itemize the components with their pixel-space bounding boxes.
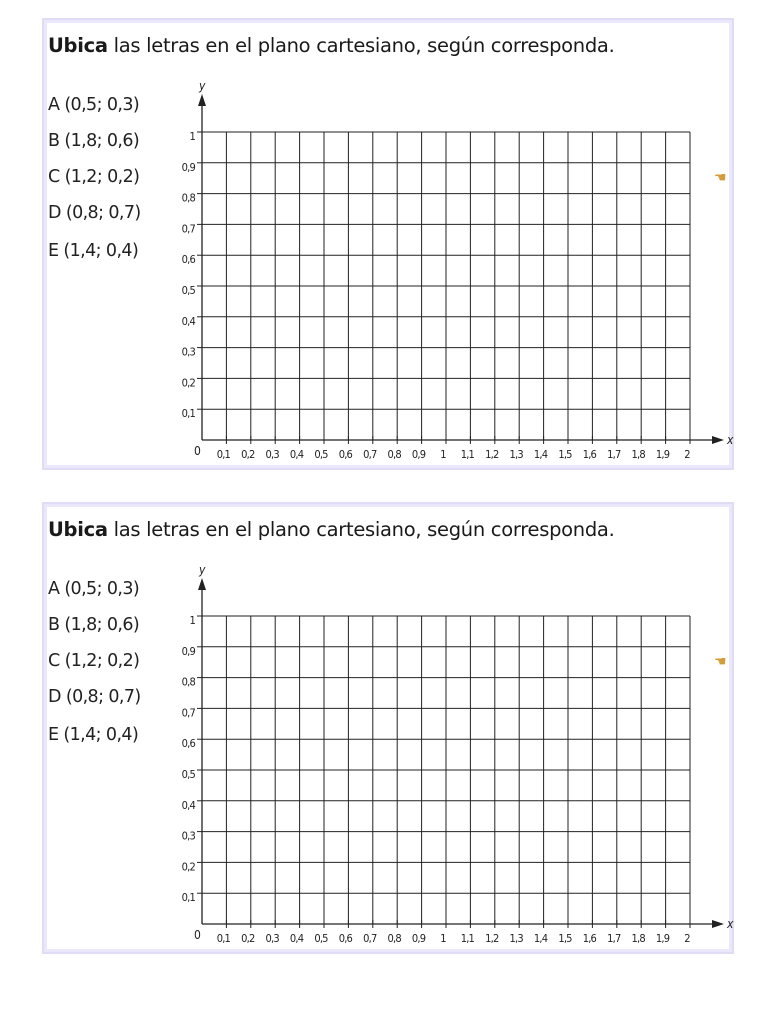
y-tick-label: 0,2 bbox=[181, 860, 195, 874]
point-item-d: D (0,8; 0,7) bbox=[48, 687, 141, 707]
x-tick-label: 2 bbox=[684, 932, 690, 945]
point-item-d: D (0,8; 0,7) bbox=[48, 203, 141, 223]
x-tick-label: 1,1 bbox=[460, 448, 475, 461]
x-axis-label: x bbox=[727, 433, 734, 447]
pointing-hand-icon: ☚ bbox=[714, 170, 727, 186]
cartesian-plane[interactable] bbox=[44, 504, 736, 956]
x-tick-label: 1,3 bbox=[509, 932, 523, 945]
x-tick-label: 0,6 bbox=[338, 448, 353, 461]
x-tick-label: 1,2 bbox=[485, 932, 499, 945]
x-tick-label: 0,2 bbox=[241, 448, 255, 461]
x-tick-label: 0,6 bbox=[338, 932, 353, 945]
x-tick-label: 0,5 bbox=[314, 932, 328, 945]
x-tick-label: 0,9 bbox=[411, 932, 426, 945]
origin-label: 0 bbox=[194, 928, 201, 942]
x-tick-label: 1,6 bbox=[582, 448, 597, 461]
y-tick-label: 0,1 bbox=[181, 407, 195, 421]
x-tick-label: 1,9 bbox=[655, 448, 670, 461]
y-tick-label: 0,7 bbox=[181, 222, 195, 236]
x-tick-label: 0,1 bbox=[216, 448, 231, 461]
y-tick-label: 0,9 bbox=[181, 644, 195, 658]
y-tick-label: 0,5 bbox=[181, 768, 195, 781]
point-item-b: B (1,8; 0,6) bbox=[48, 615, 140, 635]
y-tick-label: 0,2 bbox=[181, 376, 195, 390]
y-axis-label: y bbox=[199, 563, 206, 577]
point-item-a: A (0,5; 0,3) bbox=[48, 95, 140, 115]
x-tick-label: 0,4 bbox=[289, 932, 304, 945]
x-tick-label: 0,7 bbox=[363, 448, 377, 461]
x-tick-label: 1,5 bbox=[558, 932, 572, 945]
y-axis-arrow-icon bbox=[198, 94, 206, 106]
x-tick-label: 1,2 bbox=[485, 448, 499, 461]
x-tick-label: 1,1 bbox=[460, 932, 475, 945]
y-tick-label: 0,4 bbox=[181, 314, 195, 328]
point-item-c: C (1,2; 0,2) bbox=[48, 651, 140, 671]
x-tick-label: 0,2 bbox=[241, 932, 255, 945]
x-axis-label: x bbox=[727, 917, 734, 931]
exercise-card bbox=[42, 18, 734, 470]
y-tick-label: 0,1 bbox=[181, 891, 195, 905]
y-tick-label: 0,4 bbox=[181, 798, 195, 812]
y-tick-label: 1 bbox=[189, 130, 195, 143]
x-axis-arrow-icon bbox=[712, 920, 724, 928]
y-tick-label: 0,8 bbox=[181, 191, 195, 205]
y-axis-arrow-icon bbox=[198, 578, 206, 590]
y-tick-label: 0,3 bbox=[181, 829, 195, 843]
x-tick-label: 1,3 bbox=[509, 448, 523, 461]
x-tick-label: 1,8 bbox=[631, 448, 645, 461]
x-tick-label: 0,9 bbox=[411, 448, 426, 461]
y-tick-label: 0,7 bbox=[181, 706, 195, 720]
x-tick-label: 1,9 bbox=[655, 932, 670, 945]
exercise-title: Ubica las letras en el plano cartesiano, según corresponda. bbox=[48, 518, 615, 541]
x-tick-label: 1 bbox=[440, 932, 446, 945]
y-tick-label: 1 bbox=[189, 614, 195, 627]
x-tick-label: 0,3 bbox=[265, 932, 279, 945]
cartesian-plane[interactable] bbox=[44, 20, 736, 472]
x-tick-label: 1,7 bbox=[607, 932, 621, 945]
x-tick-label: 1,5 bbox=[558, 448, 572, 461]
x-tick-label: 1,7 bbox=[607, 448, 621, 461]
x-tick-label: 0,5 bbox=[314, 448, 328, 461]
x-tick-label: 0,3 bbox=[265, 448, 279, 461]
x-tick-label: 0,4 bbox=[289, 448, 304, 461]
x-axis-arrow-icon bbox=[712, 436, 724, 444]
y-tick-label: 0,9 bbox=[181, 160, 195, 174]
point-item-e: E (1,4; 0,4) bbox=[48, 241, 139, 261]
x-tick-label: 0,1 bbox=[216, 932, 231, 945]
x-tick-label: 0,7 bbox=[363, 932, 377, 945]
x-tick-label: 1,4 bbox=[533, 448, 548, 461]
x-tick-label: 1,8 bbox=[631, 932, 645, 945]
pointing-hand-icon: ☚ bbox=[714, 654, 727, 670]
x-tick-label: 2 bbox=[684, 448, 690, 461]
point-item-e: E (1,4; 0,4) bbox=[48, 725, 139, 745]
y-tick-label: 0,5 bbox=[181, 284, 195, 297]
y-tick-label: 0,6 bbox=[181, 737, 195, 751]
y-axis-label: y bbox=[199, 79, 206, 93]
y-tick-label: 0,3 bbox=[181, 345, 195, 359]
point-item-a: A (0,5; 0,3) bbox=[48, 579, 140, 599]
y-tick-label: 0,8 bbox=[181, 675, 195, 689]
exercise-title: Ubica las letras en el plano cartesiano, según corresponda. bbox=[48, 34, 615, 57]
x-tick-label: 1,4 bbox=[533, 932, 548, 945]
exercise-card bbox=[42, 502, 734, 954]
x-tick-label: 0,8 bbox=[387, 932, 401, 945]
point-item-b: B (1,8; 0,6) bbox=[48, 131, 140, 151]
x-tick-label: 1 bbox=[440, 448, 446, 461]
point-item-c: C (1,2; 0,2) bbox=[48, 167, 140, 187]
origin-label: 0 bbox=[194, 444, 201, 458]
x-tick-label: 0,8 bbox=[387, 448, 401, 461]
y-tick-label: 0,6 bbox=[181, 253, 195, 267]
x-tick-label: 1,6 bbox=[582, 932, 597, 945]
